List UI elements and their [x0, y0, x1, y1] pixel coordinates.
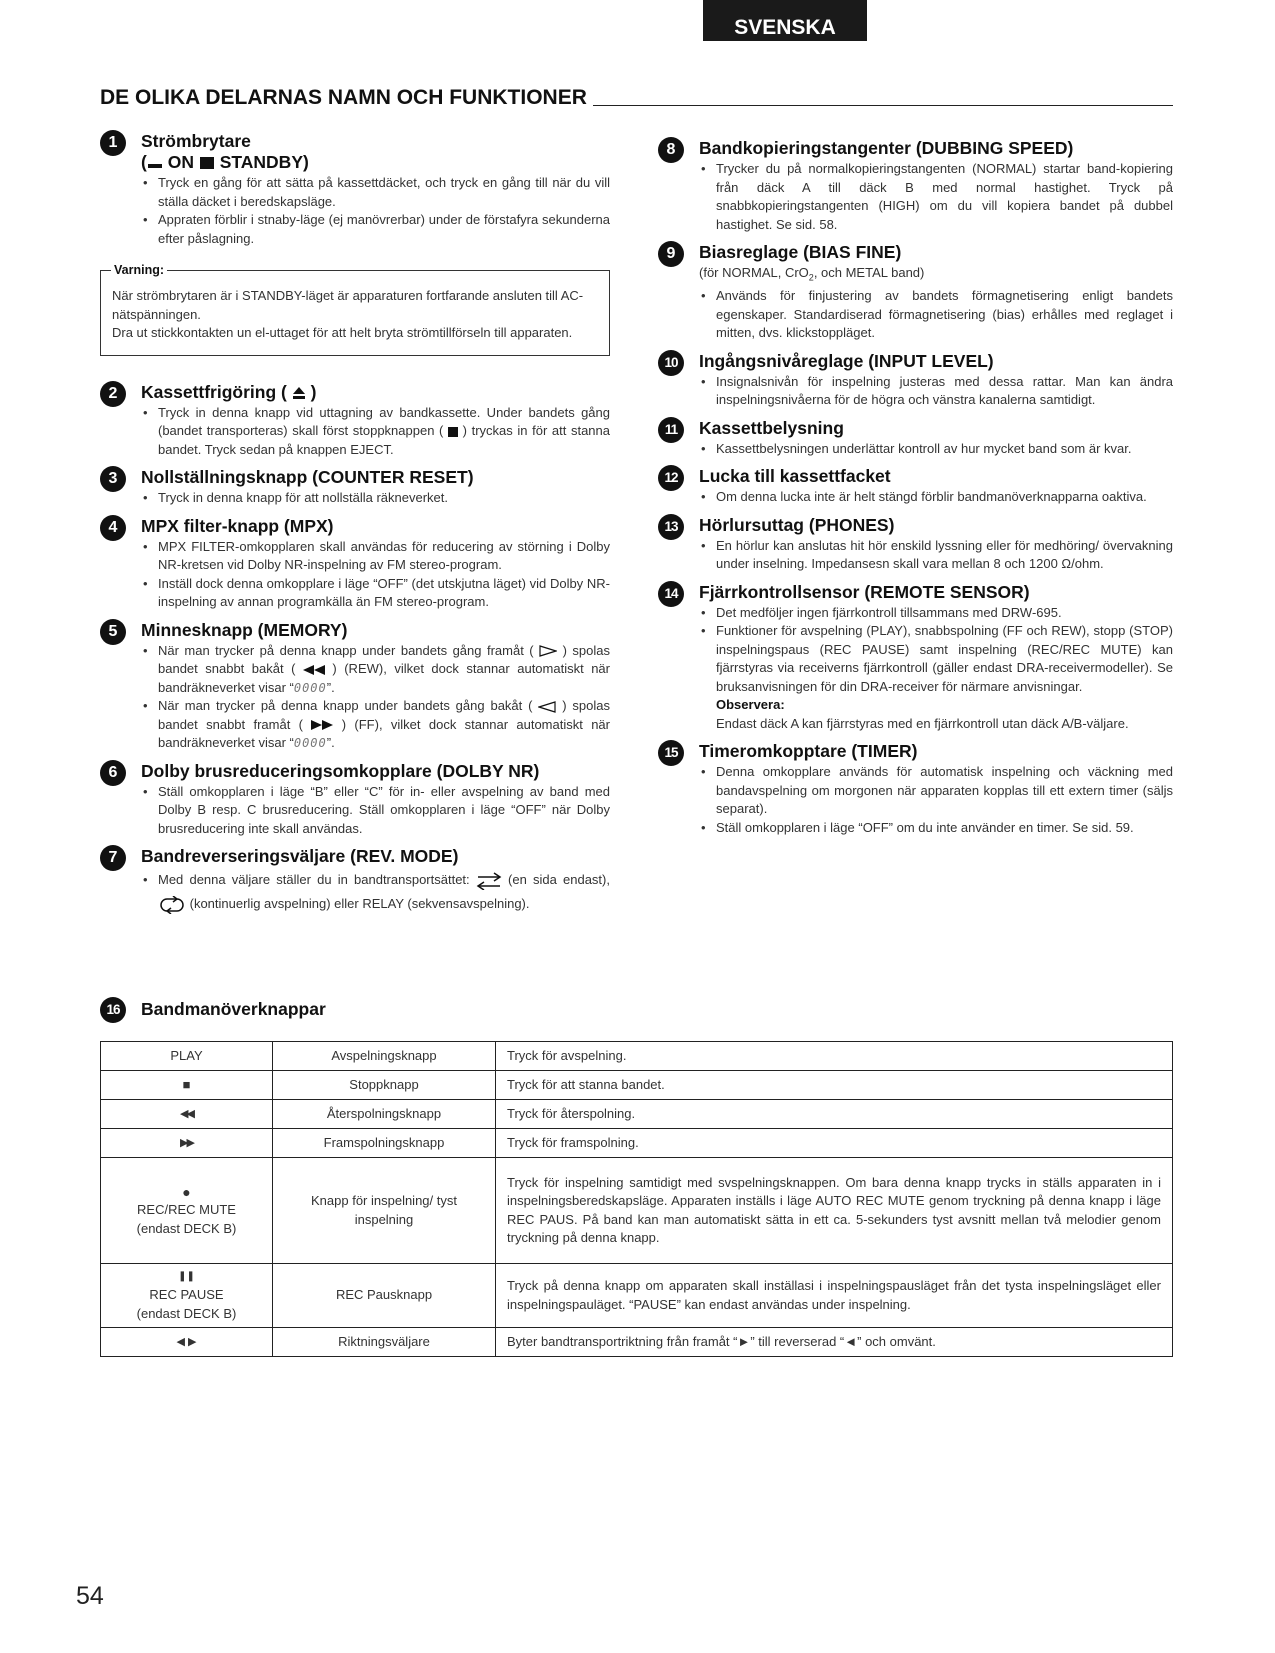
section-6 — [100, 761, 610, 839]
section-number: 9 — [658, 241, 684, 267]
bullet: • En hörlur kan anslutas hit hör enskild lyssning eller för medhöring/ övervakning under inselning. Impedansesn skall vara mellan 8 och 1200 Ω/ohm. — [699, 537, 1173, 574]
key-cell — [101, 1264, 273, 1328]
on-label: ON — [167, 152, 194, 172]
note-label: Observera: — [716, 697, 785, 713]
section-number: 4 — [100, 515, 126, 541]
desc-cell: Tryck för att stanna bandet. — [496, 1071, 1173, 1100]
bullet: • Insignalsnivån för inspelning justeras med dessa rattar. Man kan ändra inspelningsnivåerna för de högra och vänstra kanalerna samtidigt. — [699, 373, 1173, 410]
section-title — [100, 620, 610, 641]
key-cell: ▶▶ — [101, 1129, 273, 1158]
section-12 — [658, 466, 1173, 507]
bullet-text: (en sida endast), — [508, 872, 610, 887]
section-number: 11 — [658, 417, 684, 443]
section-number: 16 — [100, 997, 126, 1023]
section-title — [658, 242, 1173, 263]
section-title-line2 — [141, 152, 610, 173]
bullet — [141, 404, 610, 460]
bullet: • Ställ omkopplaren i läge “OFF” om du inte använder en timer. Se sid. 59. — [699, 819, 1173, 838]
key-cell: PLAY — [101, 1042, 273, 1071]
bullet: • Ställ omkopplaren i läge “B” eller “C” för in- eller avspelning av band med Dolby B resp. C brusreducering. Ställ omkopplaren i läge “OFF” när Dolby brusreducering inte skall användas. — [141, 783, 610, 839]
bullet: • MPX FILTER-omkopplaren skall användas för reducering av störning i Dolby NR-kretsen vid Dolby NR-inspelning av FM stereo-program. — [141, 538, 610, 575]
section-4 — [100, 516, 610, 612]
bullet — [141, 642, 610, 698]
section-title — [658, 582, 1173, 603]
warning-box — [100, 263, 610, 356]
table-row — [101, 1100, 1173, 1129]
desc-cell: Tryck på denna knapp om apparaten skall inställasi i inspelningspausläget från det tysta inspelningsläget eller inspelningspauläget. “PAUSE” kan endast användas under inspelning. — [496, 1264, 1173, 1328]
table-row — [101, 1071, 1173, 1100]
bullet: • Kassettbelysningen underlättar kontroll av hur mycket band som är kvar. — [699, 440, 1173, 459]
counter-display: 0000 — [293, 680, 327, 695]
name-cell: Riktningsväljare — [273, 1328, 496, 1357]
rewind-icon — [303, 665, 325, 675]
right-column — [658, 138, 1173, 845]
bullet — [141, 868, 610, 916]
bullet-text: ) (REW), vilket dock stannar automatiskt när bandräkneverket visar “ — [158, 661, 610, 695]
fast-forward-icon — [311, 720, 333, 730]
title-text: Kassettbelysning — [699, 417, 844, 438]
title-text: Timeromkopptare (TIMER) — [699, 741, 918, 762]
name-cell: Stoppknapp — [273, 1071, 496, 1100]
section-title — [100, 846, 610, 867]
title-text: Kassettfrigöring ( — [141, 381, 287, 402]
title-text: Hörlursuttag (PHONES) — [699, 514, 895, 535]
play-forward-outline-icon — [539, 645, 557, 657]
section-number: 6 — [100, 760, 126, 786]
pause-icon: ❚❚ — [178, 1270, 195, 1282]
section-7 — [100, 846, 610, 916]
key-cell — [101, 1158, 273, 1264]
bullet-text: Tryck in denna knapp vid uttagning av bandkassette. Under bandets gång (bandet transporteras) skall först stoppknappen ( — [158, 404, 610, 438]
eject-icon — [292, 386, 306, 400]
one-side-mode-icon — [476, 872, 502, 890]
key-label: (endast DECK B) — [136, 1305, 237, 1321]
section-title — [658, 466, 1173, 487]
key-cell: ◀◀ — [101, 1100, 273, 1129]
section-5 — [100, 620, 610, 753]
left-column — [100, 131, 610, 924]
section-number: 5 — [100, 619, 126, 645]
section-number: 1 — [100, 130, 126, 156]
section-14 — [658, 582, 1173, 734]
name-cell: Knapp för inspelning/ tyst inspelning — [273, 1158, 496, 1264]
title-text: Fjärrkontrollsensor (REMOTE SENSOR) — [699, 581, 1030, 602]
section-title — [100, 467, 610, 488]
section-title-line1: Strömbrytare — [141, 131, 251, 151]
bullet: • Appraten förblir i stnaby-läge (ej manövrerbar) under de förstafyra sekunderna efter påslagning. — [141, 211, 610, 248]
section-title — [100, 516, 610, 537]
bullet-text: När man trycker på denna knapp under bandets gång framåt ( — [158, 642, 534, 658]
bullet-text: Med denna väljare ställer du in bandtransportsättet: — [158, 872, 470, 887]
desc-cell: Tryck för avspelning. — [496, 1042, 1173, 1071]
bullet: • Tryck in denna knapp för att nollställa räkneverket. — [141, 489, 610, 508]
table-row — [101, 1129, 1173, 1158]
play-reverse-outline-icon — [538, 701, 556, 713]
bullet: • Används för finjustering av bandets förmagnetisering enligt bandets egenskaper. Standardiserad förmagnetisering (bias) erhålles med reglaget i mitten, dvs. klickstoppläget. — [699, 287, 1173, 343]
key-label: (endast DECK B) — [136, 1220, 237, 1236]
section-title — [658, 351, 1173, 372]
section-8 — [658, 138, 1173, 234]
desc-cell: Tryck för återspolning. — [496, 1100, 1173, 1129]
title-text: Biasreglage (BIAS FINE) — [699, 242, 902, 262]
desc-cell: Tryck för inspelning samtidigt med svspelningsknappen. Om bara denna knapp trycks in ställs apparaten in i inspelningsberedskapsläge. Apparaten inställs i läge AUTO REC MUTE genom tryckning på denna knapp i läge REC PAUS. På band kan man automatiskt sätta in ett ca. 5-sekunders tyst avsnitt mellan två melodier genom tryckning på denna knapp. — [496, 1158, 1173, 1264]
bullet: • Om denna lucka inte är helt stängd förblir bandmanöverknapparna oaktiva. — [699, 488, 1173, 507]
table-row — [101, 1158, 1173, 1264]
title-text: Minnesknapp (MEMORY) — [141, 619, 348, 640]
title-text: MPX filter-knapp (MPX) — [141, 515, 334, 536]
title-text: ) — [310, 381, 317, 402]
paren: ( — [141, 152, 147, 172]
bullet-text: ) tryckas in för att stanna bandet. Tryck sedan på knappen EJECT. — [158, 423, 610, 457]
warning-label: Varning: — [111, 261, 167, 280]
desc-cell: Tryck för framspolning. — [496, 1129, 1173, 1158]
section-9 — [658, 242, 1173, 343]
section-15 — [658, 741, 1173, 837]
title-text: Nollställningsknapp (COUNTER RESET) — [141, 467, 474, 487]
section-title — [100, 761, 610, 782]
record-icon: ● — [182, 1183, 191, 1200]
bullet: • Denna omkopplare används för automatisk inspelning och väckning med bandavspelning om morgonen när apparaten kopplas till ett extern timer (säljs separat). — [699, 763, 1173, 819]
bullet: • Tryck en gång för att sätta på kassettdäcket, och tryck en gång till när du vill ställa däcket i beredskapsläge. — [141, 174, 610, 211]
title-text: Dolby brusreduceringsomkopplare (DOLBY NR) — [141, 760, 540, 781]
section-title — [658, 515, 1173, 536]
section-10 — [658, 351, 1173, 410]
bullet-text: När man trycker på denna knapp under bandets gång bakåt ( — [158, 698, 533, 713]
section-title — [658, 418, 1173, 439]
bullet-text: ”. — [326, 735, 335, 750]
standby-label: STANDBY) — [219, 152, 309, 172]
section-number: 2 — [100, 381, 126, 407]
section-number: 10 — [658, 350, 684, 376]
section-1 — [100, 131, 610, 248]
title-text: Bandkopieringstangenter (DUBBING SPEED) — [699, 138, 1074, 158]
subtitle-subscript: 2 — [808, 272, 814, 283]
key-cell: ◀ ▶ — [101, 1328, 273, 1357]
bullet-text: ) (FF), vilket dock stannar automatiskt när bandräkneverket visar “ — [158, 716, 610, 750]
heading-rule — [593, 105, 1173, 106]
counter-display: 0000 — [293, 736, 327, 750]
name-cell: Avspelningsknapp — [273, 1042, 496, 1071]
title-text: Bandreverseringsväljare (REV. MODE) — [141, 846, 459, 866]
bullet: • Det medföljer ingen fjärrkontroll tillsammans med DRW-695. — [699, 604, 1173, 623]
warning-text: Dra ut stickkontakten un el-uttaget för att helt bryta strömtillförseln till apparaten. — [112, 325, 573, 340]
continuous-mode-icon — [158, 896, 186, 914]
section-title — [658, 741, 1173, 762]
desc-cell: Byter bandtransportriktning från framåt “►” till reverserad “◄” och omvänt. — [496, 1328, 1173, 1357]
section-subtitle — [658, 264, 1173, 287]
section-16-title — [100, 999, 326, 1020]
section-title — [100, 131, 610, 173]
section-number: 12 — [658, 465, 684, 491]
bullet — [141, 697, 610, 753]
stop-icon — [448, 427, 458, 437]
section-2 — [100, 382, 610, 460]
key-label: REC PAUSE — [149, 1287, 224, 1303]
title-text: Lucka till kassettfacket — [699, 466, 891, 487]
bullet-text: ”. — [326, 679, 335, 695]
table-row — [101, 1328, 1173, 1357]
section-number: 7 — [100, 845, 126, 871]
bullet-text: ) spolas bandet snabbt framåt ( — [158, 698, 610, 732]
bullet-text: (kontinuerlig avspelning) eller RELAY (sekvensavspelning). — [189, 896, 530, 911]
bullet: • Funktioner för avspelning (PLAY), snabbspolning (FF och REW), stopp (STOP) inspelningspaus (REC PAUSE) samt inspelning (REC/REC MUTE) kan fjärrstyras via receiverns fjärrkontroll (gäller endast DRA-receivermodeller). Se bruksanvisningen för din DRA-receiver för närmare anvisningar. — [699, 622, 1173, 696]
standby-switch-icon — [199, 156, 215, 170]
title-text: Bandmanöverknappar — [141, 999, 326, 1019]
page-heading — [100, 86, 1173, 110]
name-cell: REC Pausknapp — [273, 1264, 496, 1328]
subtitle-text: (för NORMAL, CrO — [699, 265, 809, 280]
section-number: 14 — [658, 581, 684, 607]
key-label: REC/REC MUTE — [137, 1202, 236, 1218]
on-switch-icon — [147, 158, 163, 168]
controls-table — [100, 1041, 1173, 1357]
key-cell: ■ — [101, 1071, 273, 1100]
section-title — [658, 138, 1173, 159]
name-cell: Återspolningsknapp — [273, 1100, 496, 1129]
page-number: 54 — [76, 1582, 104, 1610]
section-13 — [658, 515, 1173, 574]
table-row — [101, 1264, 1173, 1328]
section-number: 3 — [100, 466, 126, 492]
title-text: Ingångsnivåreglage (INPUT LEVEL) — [699, 350, 994, 371]
bullet-text: ) spolas bandet snabbt bakåt ( — [158, 642, 610, 676]
section-number: 8 — [658, 137, 684, 163]
name-cell: Framspolningsknapp — [273, 1129, 496, 1158]
section-title — [100, 382, 610, 403]
table-row — [101, 1042, 1173, 1071]
subtitle-text: , och METAL band) — [813, 265, 925, 280]
section-number: 15 — [658, 740, 684, 766]
bullet: • Trycker du på normalkopieringstangenten (NORMAL) startar band-kopiering från däck A till däck B med normal hastighet. Tryck på snabbkopieringstangenten (HIGH) om du vill kopiera bandet på dubbel hastighet. Se sid. 58. — [699, 160, 1173, 234]
section-number: 13 — [658, 514, 684, 540]
page-title: DE OLIKA DELARNAS NAMN OCH FUNKTIONER — [100, 86, 587, 109]
warning-text: När strömbrytaren är i STANDBY-läget är apparaturen fortfarande ansluten till AC-nätspänningen. — [112, 288, 584, 322]
section-11 — [658, 418, 1173, 459]
note-text: Endast däck A kan fjärrstyras med en fjärrkontroll utan däck A/B-väljare. — [716, 715, 1129, 731]
bullet: • Inställ dock denna omkopplare i läge “OFF” (det utskjutna läget) vid Dolby NR-inspelning av annan programkälla än FM stereo-program. — [141, 575, 610, 612]
section-3 — [100, 467, 610, 508]
language-tab: SVENSKA — [703, 0, 867, 41]
